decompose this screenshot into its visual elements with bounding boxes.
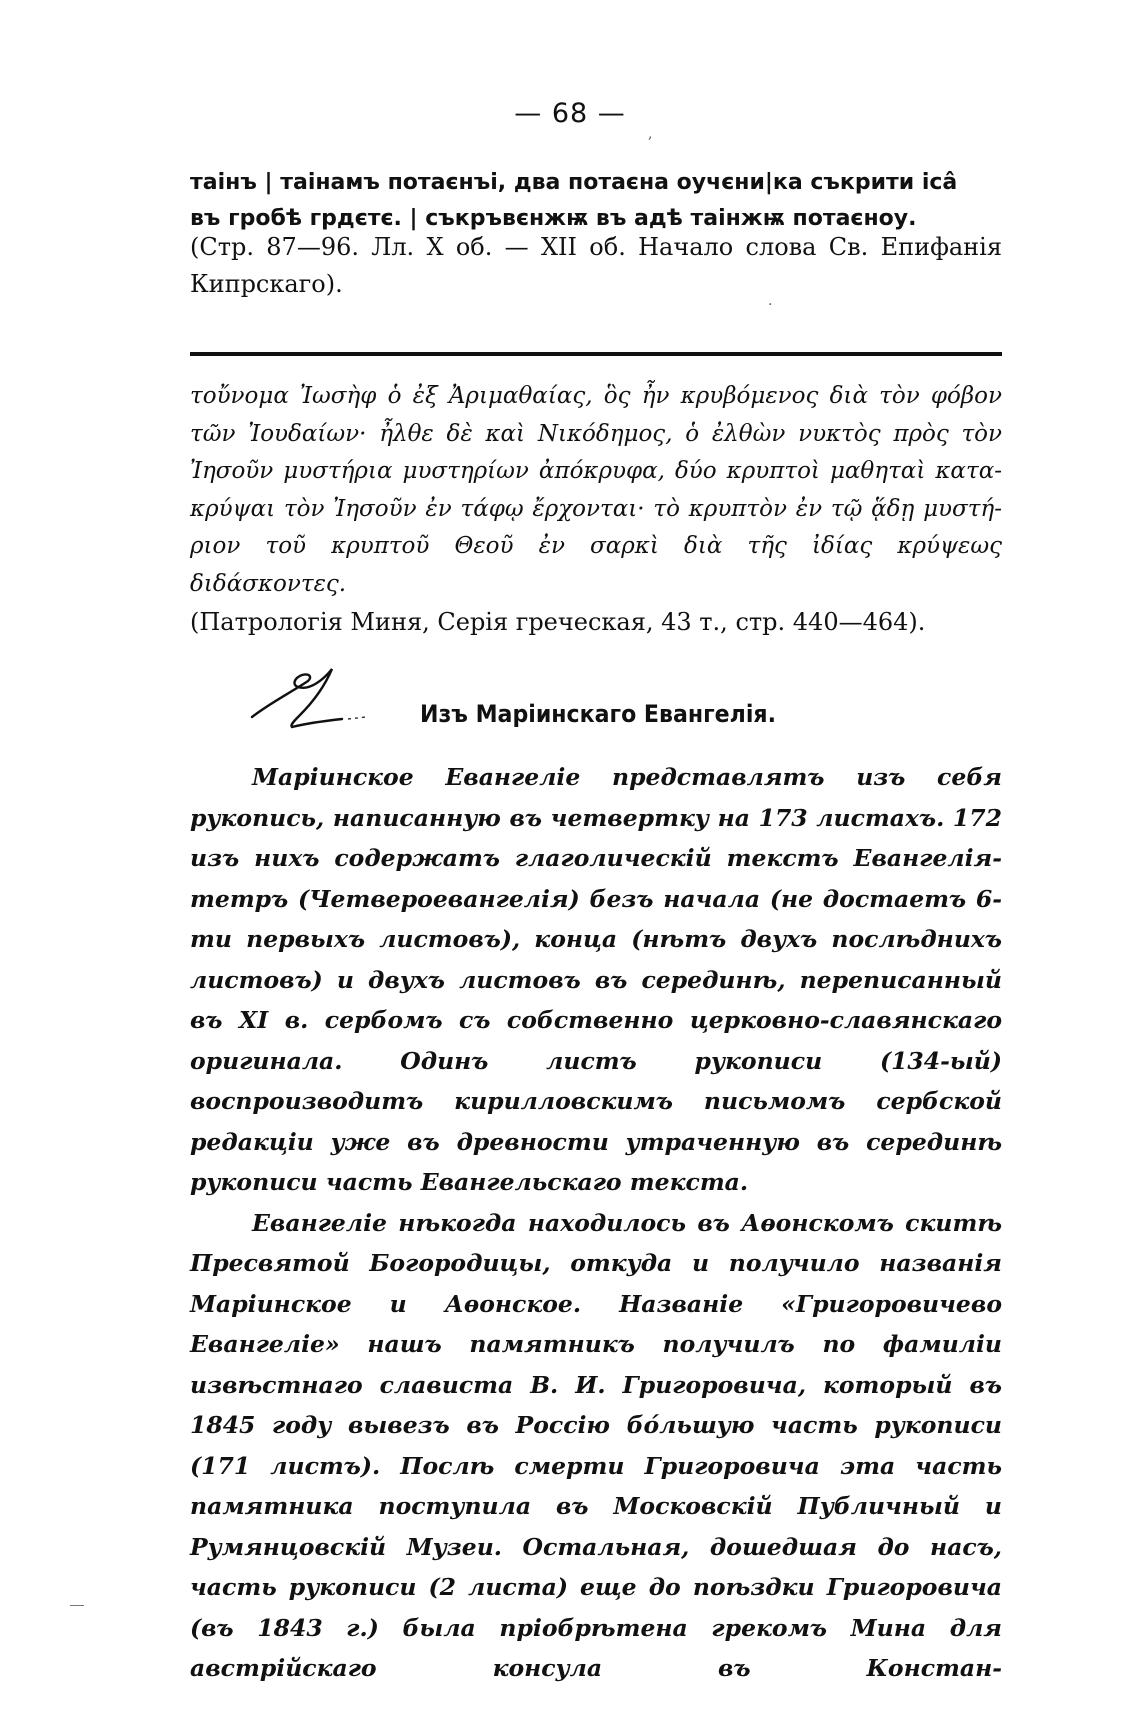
greek-quote: [190, 378, 1002, 642]
paragraph-1: Маріинское Евангеліе представлятъ изъ себя рукопись, написанную въ четвертку на 173 листахъ. 172 изъ нихъ содержатъ глаголическій текстъ Евангелія-тетръ (Четвероевангелія) безъ начала (не достаетъ 6-ти первыхъ листовъ), конца (нѣтъ двухъ послѣднихъ листовъ) и двухъ листовъ въ серединѣ, переписанный въ XI в. сербомъ съ собственно церковно-славянскаго оригинала. Одинъ листъ рукописи (134-ый) воспроизводитъ кирилловскимъ письмомъ сербской редакціи уже въ древности утраченную въ серединѣ рукописи часть Евангельскаго текста.: [190, 763, 1002, 1196]
slavonic-line-2: въ гробѣ грдєтє. | съкръвєнжѭ въ адѣ таінжѭ потаєноу.: [190, 206, 917, 231]
greek-line-4: κρύψαι τὸν Ἰησοῦν ἐν τάφῳ ἔρχονται· τὸ κρυπτὸν ἐν τῷ ᾅδῃ μυστή-: [190, 495, 1002, 522]
slavonic-line-1: таінъ | таінамъ потаєнъі, два потаєна оучєни|ка съкрити ісâ: [190, 170, 958, 195]
section-divider: [190, 352, 1002, 356]
slavonic-quote: [190, 165, 1002, 237]
greek-line-3: Ἰησοῦν μυστήρια μυστηρίων ἀπόκρυφα, δύο κρυπτοὶ μαθηταὶ κατα-: [190, 458, 1002, 484]
handwritten-mark: [250, 665, 390, 735]
greek-line-5: ριον τοῦ κρυπτοῦ Θεοῦ ἐν σαρκὶ διὰ τῆς ἰδίας κρύψεως διδάσκοντες.: [190, 533, 1002, 597]
page-number: — 68 —: [514, 98, 626, 129]
paragraph-2: Евангеліе нѣкогда находилось въ Аѳонскомъ скитѣ Пресвятой Богородицы, откуда и получило названія Маріинское и Аѳонское. Названіе «Григоровичево Евангеліе» нашъ памятникъ получилъ по фамиліи извѣстнаго слависта В. И. Григоровича, который въ 1845 году вывезъ въ Россію бо́льшую часть рукописи (171 листъ). Послѣ смерти Григоровича эта часть памятника поступила въ Московскій Публичный и Румянцовскій Музеи. Остальная, дошедшая до насъ, часть рукописи (2 листа) еще до поѣздки Григоровича (въ 1843 г.) была пріобрѣтена грекомъ Мина для австрійскаго консула въ Констан-: [190, 1208, 1002, 1682]
speck: .: [768, 293, 773, 309]
section-heading: Изъ Маріинскаго Евангелія.: [420, 700, 776, 728]
speck: ,: [648, 126, 653, 142]
greek-line-2: τῶν Ἰουδαίων· ἦλθε δὲ καὶ Νικόδημος, ὁ ἐλθὼν νυκτὸς πρὸς τὸν: [190, 420, 1002, 447]
slavonic-reference: (Стр. 87—96. Лл. X об. — XII об. Начало слова Св. Епифанія Кипрскаго).: [190, 233, 1002, 298]
greek-line-1: τοὔνομα Ἰωσὴφ ὁ ἐξ Ἀριμαθαίας, ὃς ἦν κρυβόμενος διὰ τὸν φόβον: [190, 383, 1002, 409]
article-body: [190, 757, 1002, 1689]
margin-dash: [70, 1605, 84, 1606]
greek-source: (Патрологія Миня, Серія греческая, 43 т., стр. 440—464).: [190, 608, 926, 636]
